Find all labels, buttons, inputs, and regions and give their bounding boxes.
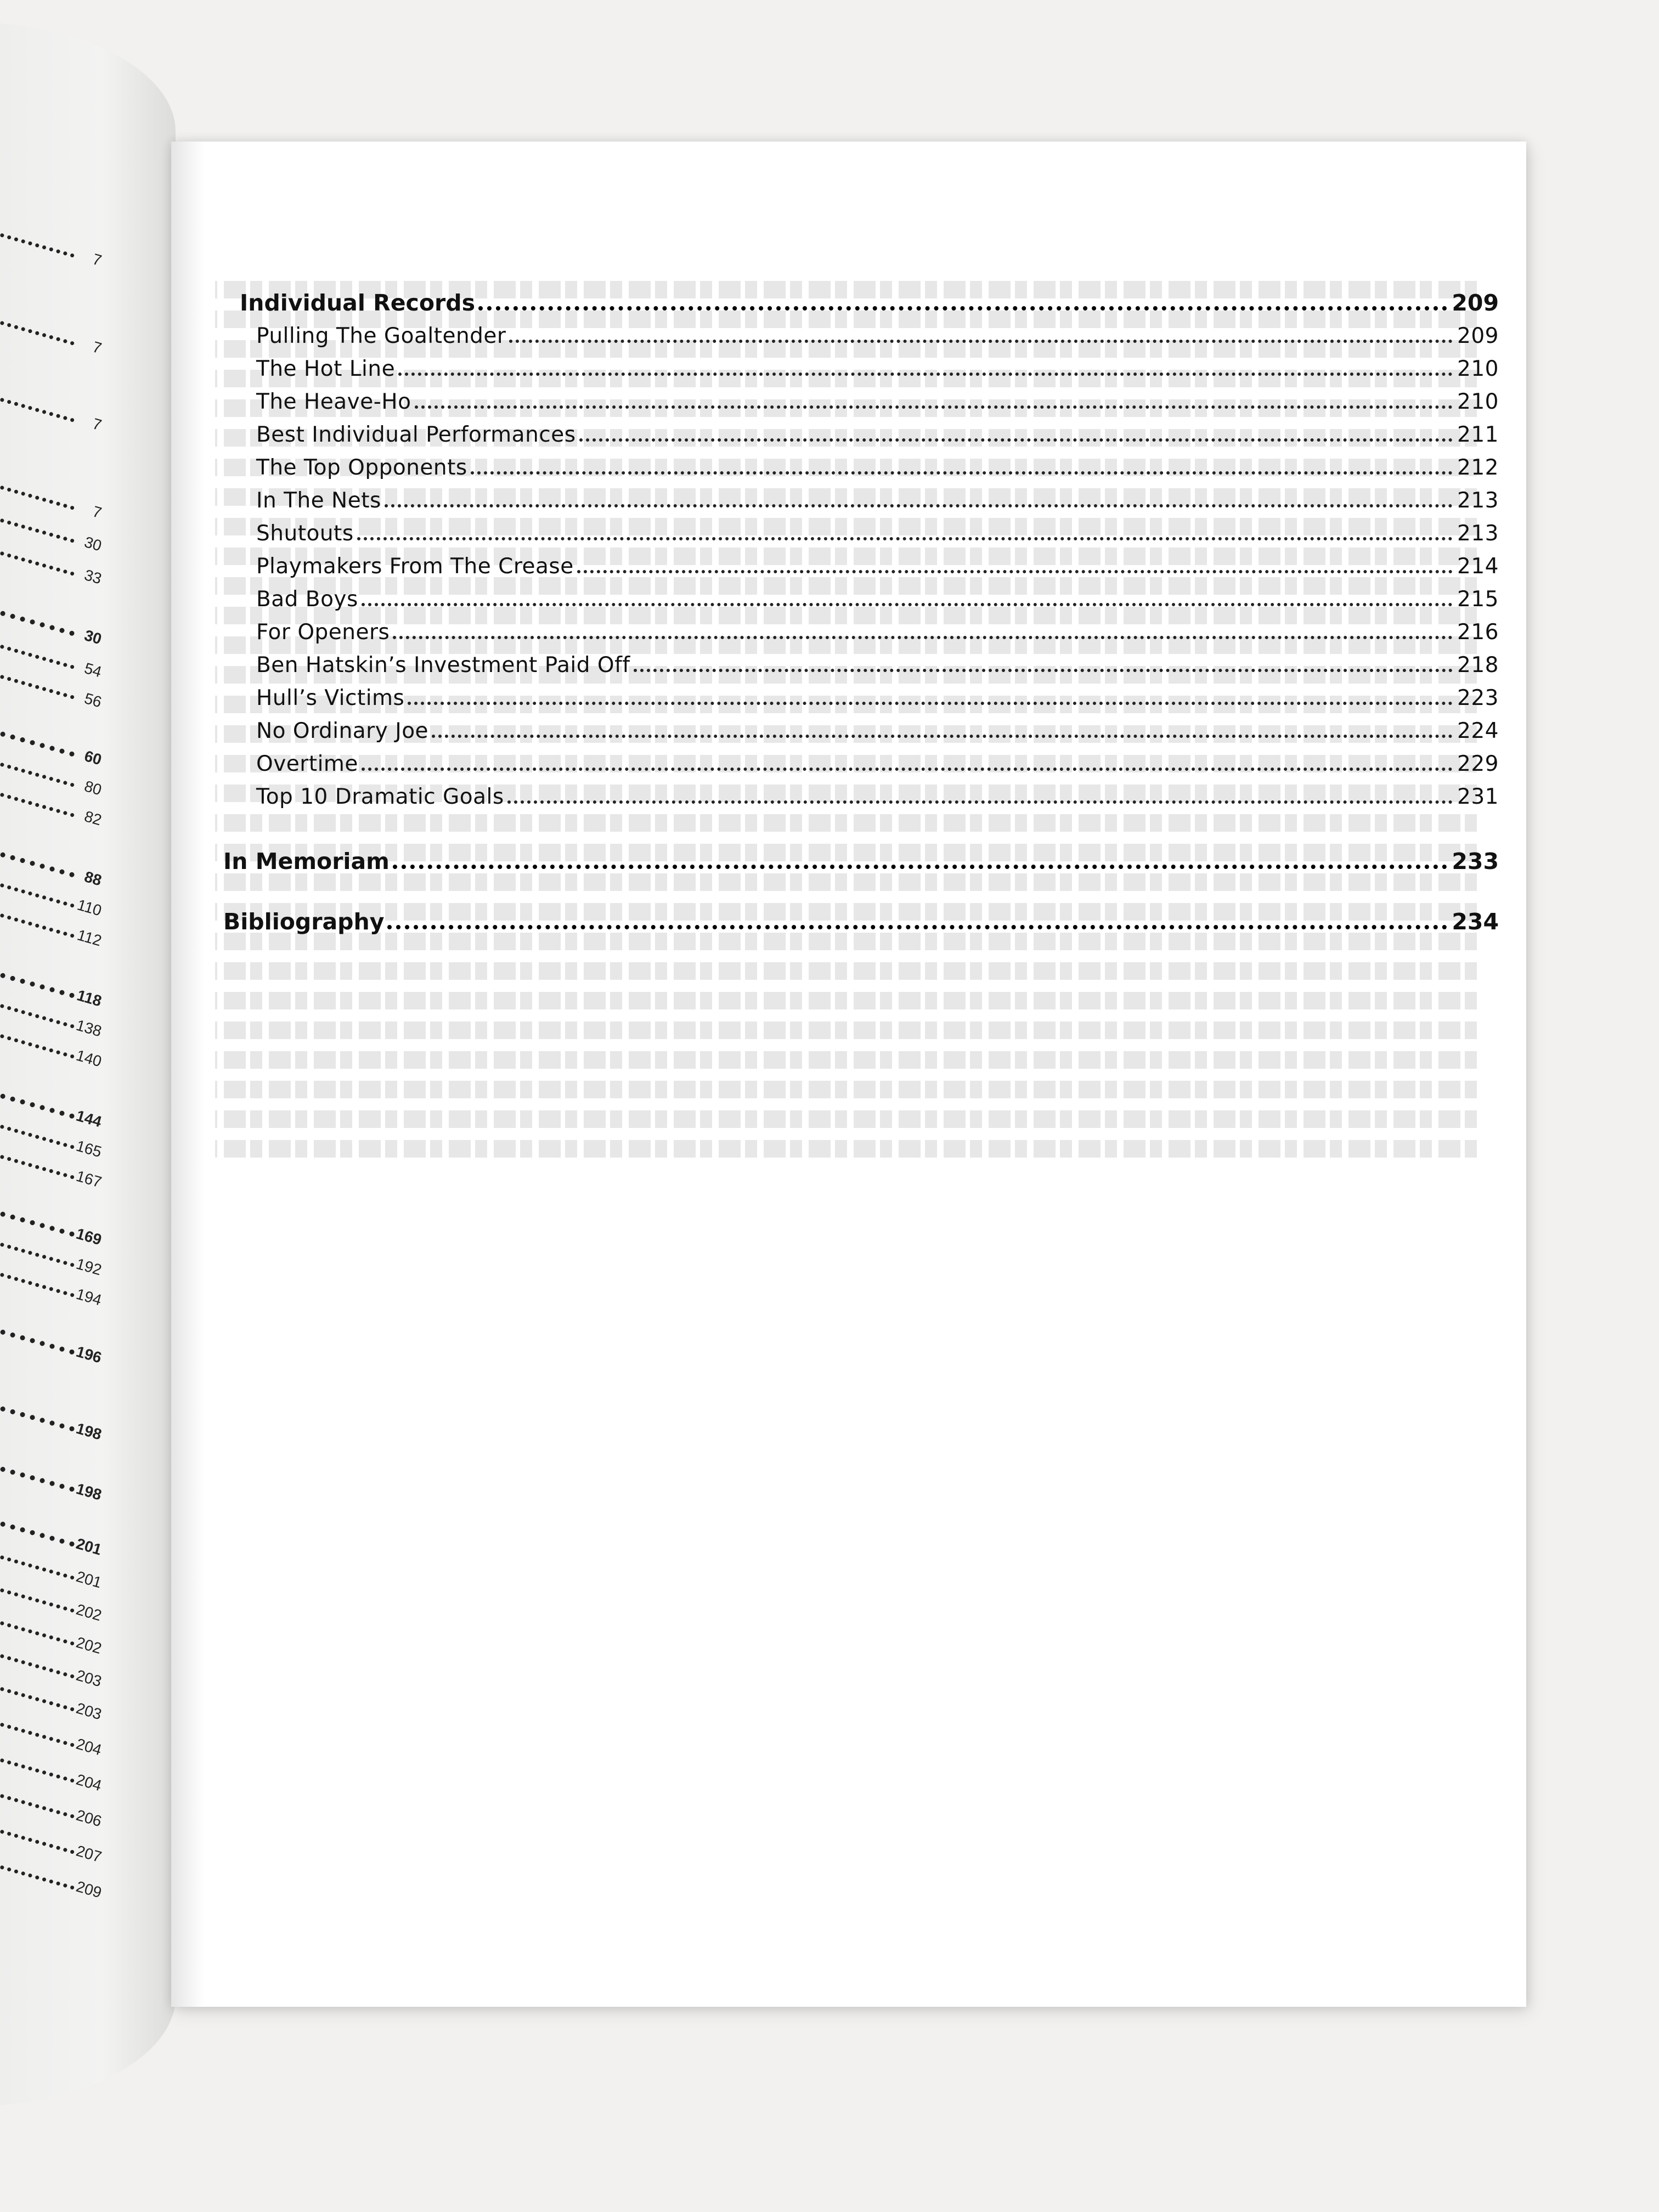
- toc-page-number: 231: [1457, 785, 1499, 809]
- left-toc-entry: 192: [0, 1214, 104, 1278]
- left-toc-entry: 30: [0, 489, 104, 554]
- toc-label: Pulling The Goaltender: [256, 324, 506, 348]
- dot-leader: [362, 603, 1453, 606]
- dot-leader: [387, 925, 1447, 929]
- toc-page-number: 215: [1457, 587, 1499, 612]
- toc-section-individual-records[interactable]: [221, 290, 1499, 316]
- left-toc-entry: 144: [0, 1065, 104, 1130]
- table-of-contents: [221, 290, 1499, 935]
- left-toc-entry: 165: [0, 1096, 104, 1160]
- left-toc-entry: 194: [0, 1244, 104, 1308]
- left-toc-entry: 30: [0, 583, 104, 647]
- dot-leader: [478, 306, 1447, 311]
- dot-leader: [362, 768, 1453, 771]
- toc-label: Individual Records: [240, 290, 475, 316]
- toc-section-bibliography[interactable]: [221, 909, 1499, 935]
- toc-entry[interactable]: [221, 521, 1499, 554]
- left-toc-entry: 202: [0, 1559, 104, 1623]
- toc-entry[interactable]: [221, 785, 1499, 817]
- left-toc-entry: 206: [0, 1765, 104, 1829]
- toc-entry[interactable]: [221, 488, 1499, 521]
- left-toc-entry: 118: [0, 945, 104, 1009]
- dot-leader: [393, 865, 1448, 869]
- left-page: [0, 22, 176, 2107]
- left-toc-entry: 82: [0, 764, 104, 828]
- toc-page-number: 213: [1457, 488, 1499, 513]
- dot-leader: [509, 340, 1453, 343]
- left-toc-entry: 60: [0, 703, 104, 768]
- toc-page-number: 213: [1457, 521, 1499, 546]
- toc-page-number: 211: [1457, 422, 1499, 447]
- dot-leader: [385, 504, 1453, 507]
- toc-page-number: 223: [1457, 686, 1499, 710]
- left-toc-entry: 202: [0, 1592, 104, 1656]
- toc-entry[interactable]: [221, 587, 1499, 620]
- toc-label: Ben Hatskin’s Investment Paid Off: [256, 653, 630, 678]
- left-toc-entry: 110: [0, 854, 104, 918]
- toc-page-number: 209: [1457, 324, 1499, 348]
- toc-label: Top 10 Dramatic Goals: [256, 785, 504, 809]
- toc-label: The Hot Line: [256, 357, 396, 381]
- left-toc-entry: 7: [0, 204, 104, 268]
- dot-leader: [507, 800, 1453, 804]
- left-toc-entry: 196: [0, 1301, 104, 1365]
- left-toc-entry: 201: [0, 1493, 104, 1558]
- toc-page-number: 224: [1457, 719, 1499, 743]
- left-toc-entry: 80: [0, 733, 104, 798]
- left-toc-entry: 88: [0, 824, 104, 888]
- toc-page-number: 214: [1457, 554, 1499, 579]
- left-toc-entry: 112: [0, 884, 104, 949]
- gutter-shadow: [171, 142, 204, 2007]
- toc-label: The Heave-Ho: [256, 390, 411, 414]
- toc-entry[interactable]: [221, 324, 1499, 357]
- left-toc-entry: 7: [0, 369, 104, 433]
- left-toc-entry: 33: [0, 522, 104, 586]
- toc-entry[interactable]: [221, 752, 1499, 785]
- toc-page-number: 209: [1452, 290, 1499, 316]
- toc-label: Shutouts: [256, 521, 354, 546]
- left-toc-entry: 201: [0, 1526, 104, 1590]
- toc-entry[interactable]: [221, 357, 1499, 390]
- toc-entry[interactable]: [221, 620, 1499, 653]
- left-toc-entry: 54: [0, 616, 104, 680]
- dot-leader: [408, 702, 1453, 705]
- toc-entry[interactable]: [221, 554, 1499, 587]
- toc-label: Bibliography: [223, 909, 385, 935]
- toc-page-number: 233: [1452, 848, 1499, 874]
- dot-leader: [398, 373, 1453, 376]
- toc-label: No Ordinary Joe: [256, 719, 429, 743]
- left-toc-entry: 207: [0, 1801, 104, 1865]
- left-toc-entry: 7: [0, 456, 104, 521]
- spacer: [221, 817, 1499, 848]
- spacer: [221, 874, 1499, 909]
- dot-leader: [579, 438, 1453, 442]
- dot-leader: [415, 405, 1453, 409]
- toc-page-number: 234: [1452, 909, 1499, 935]
- left-toc-entry: 7: [0, 292, 104, 356]
- toc-page-number: 229: [1457, 752, 1499, 776]
- left-toc-entry: 169: [0, 1183, 104, 1248]
- left-toc-entry: 56: [0, 646, 104, 710]
- dot-leader: [432, 735, 1453, 738]
- toc-page-number: 216: [1457, 620, 1499, 645]
- left-toc-entry: 209: [0, 1836, 104, 1900]
- toc-label: Hull’s Victims: [256, 686, 405, 710]
- left-toc-entry: 138: [0, 975, 104, 1039]
- toc-entry[interactable]: [221, 455, 1499, 488]
- toc-label: Overtime: [256, 752, 358, 776]
- toc-label: In Memoriam: [223, 848, 390, 874]
- toc-section-in-memoriam[interactable]: [221, 848, 1499, 874]
- toc-page-number: 210: [1457, 357, 1499, 381]
- toc-page: [171, 142, 1526, 2007]
- dot-leader: [393, 636, 1453, 639]
- dot-leader: [634, 669, 1453, 672]
- dot-leader: [577, 570, 1453, 573]
- left-toc-entry: 167: [0, 1126, 104, 1190]
- toc-label: In The Nets: [256, 488, 381, 513]
- toc-entry[interactable]: [221, 653, 1499, 686]
- toc-label: For Openers: [256, 620, 390, 645]
- toc-label: Bad Boys: [256, 587, 358, 612]
- toc-page-number: 212: [1457, 455, 1499, 480]
- left-toc-entry: 203: [0, 1625, 104, 1689]
- left-toc-entry: 140: [0, 1005, 104, 1069]
- toc-entry[interactable]: [221, 422, 1499, 455]
- left-toc-entry: 203: [0, 1658, 104, 1722]
- dot-leader: [471, 471, 1453, 475]
- dot-leader: [357, 537, 1453, 540]
- toc-entry[interactable]: [221, 686, 1499, 719]
- left-toc-entry: 204: [0, 1694, 104, 1758]
- left-toc-entry: 198: [0, 1378, 104, 1442]
- toc-entry[interactable]: [221, 390, 1499, 422]
- toc-entry[interactable]: [221, 719, 1499, 752]
- left-toc-entry: 198: [0, 1438, 104, 1503]
- toc-label: The Top Opponents: [256, 455, 467, 480]
- toc-page-number: 218: [1457, 653, 1499, 678]
- toc-label: Best Individual Performances: [256, 422, 576, 447]
- left-toc-entry: 204: [0, 1729, 104, 1793]
- toc-label: Playmakers From The Crease: [256, 554, 574, 579]
- toc-page-number: 210: [1457, 390, 1499, 414]
